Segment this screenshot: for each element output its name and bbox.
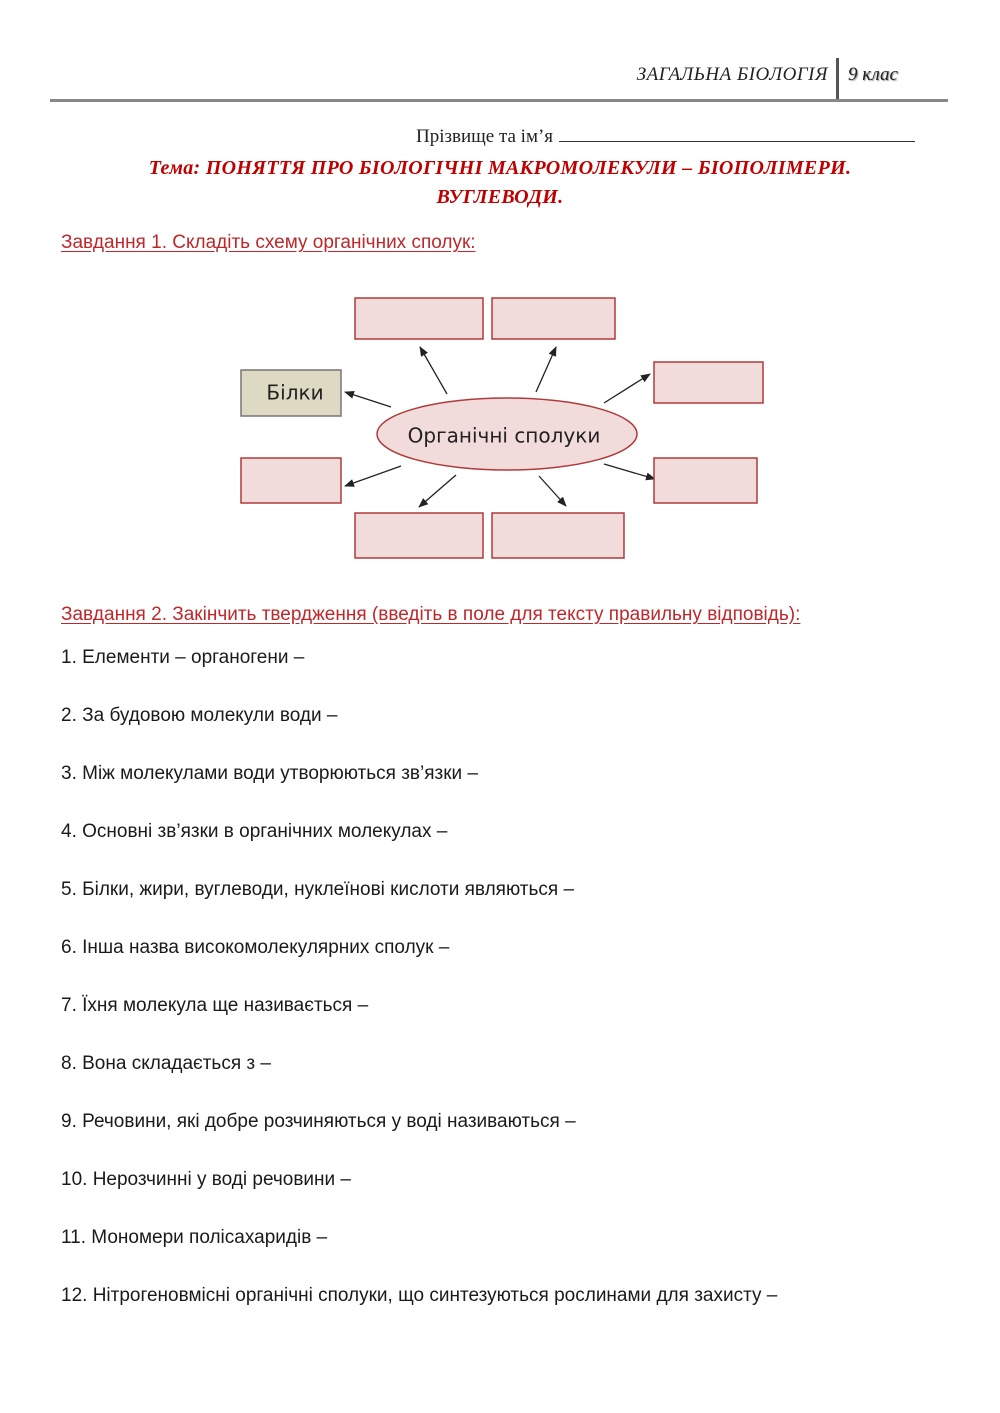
statement-item: 11. Мономери полісахаридів – xyxy=(61,1227,328,1248)
answer-box-top-right[interactable] xyxy=(492,298,615,339)
header-subject: ЗАГАЛЬНА БІОЛОГІЯ xyxy=(636,64,828,85)
topic-line-2: ВУГЛЕВОДИ. xyxy=(436,186,564,208)
arrow-to-right-lower xyxy=(604,464,655,479)
statement-item: 4. Основні зв’язки в органічних молекулах – xyxy=(61,821,448,842)
answer-box-top-left[interactable] xyxy=(355,298,483,339)
task2-title: Завдання 2. Закінчить твердження (введіть в поле для тексту правильну відповідь): xyxy=(61,604,801,625)
answer-box-bottom-right[interactable] xyxy=(492,513,624,558)
statement-item: 7. Їхня молекула ще називається – xyxy=(61,995,369,1016)
header-grade: 9 клас xyxy=(848,64,898,85)
arrow-to-top-left xyxy=(420,347,447,394)
statement-item: 8. Вона складається з – xyxy=(61,1053,271,1074)
statement-item: 12. Нітрогеновмісні органічні сполуки, що синтезуються рослинами для захисту – xyxy=(61,1285,778,1306)
topic-line-1: Тема: ПОНЯТТЯ ПРО БІОЛОГІЧНІ МАКРОМОЛЕКУЛИ – БІОПОЛІМЕРИ. xyxy=(148,157,852,179)
bilky-label: Білки xyxy=(266,380,324,405)
statement-item: 2. За будовою молекули води – xyxy=(61,705,338,726)
arrow-to-bottom-left xyxy=(419,475,456,507)
answer-box-right-upper[interactable] xyxy=(654,362,763,403)
arrow-to-right-upper xyxy=(604,374,650,403)
arrow-to-bottom-right xyxy=(539,476,566,506)
arrow-to-left-lower xyxy=(345,466,401,486)
arrow-to-bilky xyxy=(345,392,391,407)
answer-box-right-lower[interactable] xyxy=(654,458,757,503)
arrow-to-top-right xyxy=(536,347,556,392)
statement-item: 5. Білки, жири, вуглеводи, нуклеїнові кислоти являються – xyxy=(61,879,575,900)
answer-box-bottom-left[interactable] xyxy=(355,513,483,558)
statement-item: 6. Інша назва високомолекулярних сполук – xyxy=(61,937,450,958)
statement-item: 9. Речовини, які добре розчиняються у воді називаються – xyxy=(61,1111,576,1132)
name-prompt: Прізвище та ім’я xyxy=(416,126,554,147)
center-ellipse-label: Органічні сполуки xyxy=(407,423,601,448)
answer-box-left-lower[interactable] xyxy=(241,458,341,503)
statement-item: 10. Нерозчинні у воді речовини – xyxy=(61,1169,352,1190)
task1-title: Завдання 1. Складіть схему органічних сполук: xyxy=(61,232,476,253)
statement-item: 1. Елементи – органогени – xyxy=(61,647,305,668)
statement-item: 3. Між молекулами води утворюються зв’язки – xyxy=(61,763,479,784)
